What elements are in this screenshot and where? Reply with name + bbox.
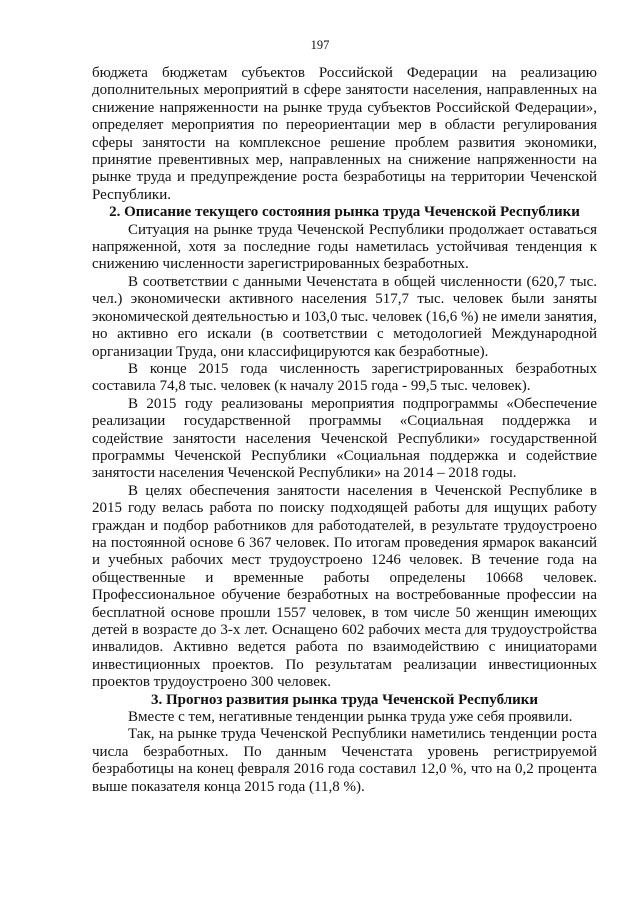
page-number: 197 [310,38,330,52]
paragraph: Вместе с тем, негативные тенденции рынка труда уже себя проявили. [128,709,573,726]
paragraph: В целях обеспечения занятости населения в Чеченской Республике в 2015 году велась работа по поиску подходящей работы для ищущих работу граждан и подбор работников для работодателей, в результате трудоустроено на постоянной основе 6 367 человек. По итогам проведения ярмарок вакансий и учебных рабочих мест трудоустроено 1246 человек. В течение года на общественные и временные работы определены 10668 человек. Профессиональное обучение безработных на востребованные профессии на бесплатной основе прошли 1557 человек, в том числе 50 женщин имеющих детей в возрасте до 3-х лет. Оснащено 602 рабочих места для трудоустройства инвалидов. Активно ведется работа по взаимодействию с инициаторами инвестиционных проектов. По результатам реализации инвестиционных проектов трудоустроено 300 человек. [92,482,597,691]
section-heading-3: 3. Прогноз развития рынка труда Чеченской Республики [150,691,539,708]
paragraph: бюджета бюджетам субъектов Российской Федерации на реализацию дополнительных мероприятий в сфере занятости населения, направленных на снижение напряженности на рынке труда субъектов Российской Федерации», определяет мероприятия по переориентации мер в области регулирования сферы занятости на комплексное решение проблем развития экономики, принятие превентивных мер, направленных на снижение напряженности на рынке труда и предупреждение роста безработицы на территории Чеченской Республики. [92,65,597,203]
paragraph: В соответствии с данными Чеченстата в общей численности (620,7 тыс. чел.) экономически активного населения 517,7 тыс. человек были заняты экономической деятельностью и 103,0 тыс. человек (16,6 %) не имели занятия, но активно его искали (в соответствии с методологией Международной организации Труда, они классифицируются как безработные). [92,273,597,360]
paragraph: В 2015 году реализованы мероприятия подпрограммы «Обеспечение реализации государственной программы «Социальная поддержка и содействие занятости населения Чеченской Республики» государственной программы Чеченской Республики «Социальная поддержка и содействие занятости населения Чеченской Республики» на 2014 – 2018 годы. [92,395,597,482]
section-heading-2: 2. Описание текущего состояния рынка труда Чеченской Республики [109,204,580,221]
paragraph: В конце 2015 года численность зарегистрированных безработных составила 74,8 тыс. человек (к началу 2015 года - 99,5 тыс. человек). [92,360,597,395]
paragraph: Так, на рынке труда Чеченской Республики наметились тенденции роста числа безработных. По данным Чеченстата уровень регистрируемой безработицы на конец февраля 2016 года составил 12,0 %, что на 0,2 процента выше показателя конца 2015 года (11,8 %). [92,726,597,795]
document-body [92,65,597,796]
paragraph: Ситуация на рынке труда Чеченской Республики продолжает оставаться напряженной, хотя за последние годы наметилась устойчивая тенденция к снижению численности зарегистрированных безработных. [92,221,597,273]
